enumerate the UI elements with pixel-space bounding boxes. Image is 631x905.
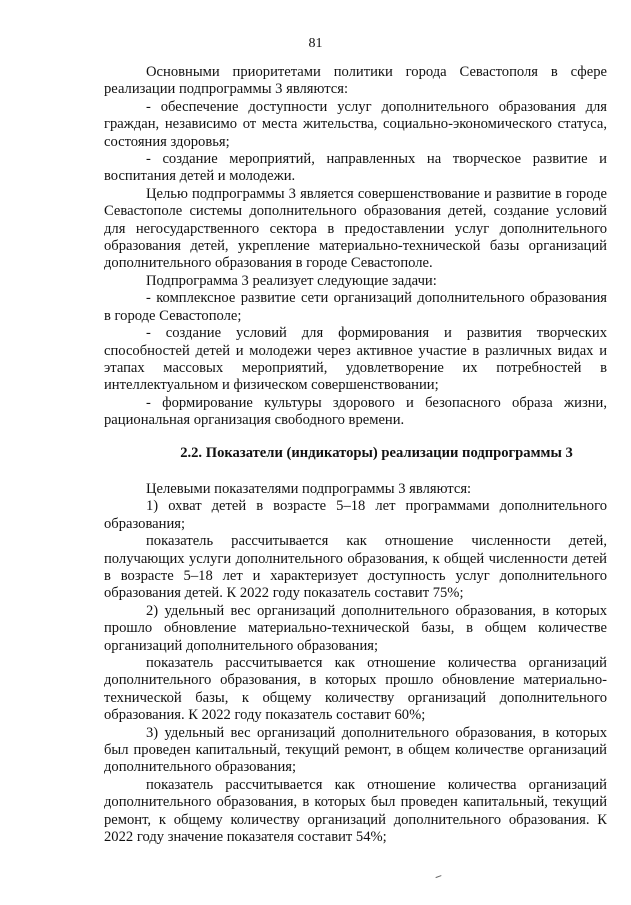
goal-paragraph: Целью подпрограммы 3 является совершенствование и развитие в городе Севастополе системы дополнительного образования детей, создание условий для негосударственного сектора в предоставлении услуг дополнительного образования детей, укрепление материально-технической базы организаций дополнительного образования в городе Севастополе. <box>104 185 607 272</box>
indicator-item-3: 3) удельный вес организаций дополнительного образования, в которых был проведен капитальный, текущий ремонт, в общем количестве организаций дополнительного образования; <box>104 724 607 776</box>
task-item-1: - комплексное развитие сети организаций дополнительного образования в городе Севастополе; <box>104 290 607 324</box>
pen-mark <box>435 875 442 881</box>
indicator-item-1: 1) охват детей в возрасте 5–18 лет программами дополнительного образования; <box>104 498 607 532</box>
tasks-lead-paragraph: Подпрограмма 3 реализует следующие задачи: <box>146 272 437 289</box>
priority-item-1: - обеспечение доступности услуг дополнительного образования для граждан, независимо от места жительства, социально-экономического статуса, состояния здоровья; <box>104 98 607 150</box>
priority-item-2: - создание мероприятий, направленных на творческое развитие и воспитания детей и молодежи. <box>104 151 607 185</box>
section-heading: 2.2. Показатели (индикаторы) реализации подпрограммы 3 <box>180 444 573 461</box>
indicator-item-3-calculation: показатель рассчитывается как отношение количества организаций дополнительного образования, в которых был проведен капитальный, текущий ремонт, к общему количеству организаций дополнительного образования. К 2022 году значение показателя составит 54%; <box>104 776 607 846</box>
task-item-3: - формирование культуры здорового и безопасного образа жизни, рациональная организация свободного времени. <box>104 394 607 429</box>
indicators-lead-paragraph: Целевыми показателями подпрограммы 3 являются: <box>146 480 472 497</box>
indicator-item-2: 2) удельный вес организаций дополнительного образования, в которых прошло обновление материально-технической базы, в общем количестве организаций дополнительного образования; <box>104 602 607 654</box>
indicator-item-2-calculation: показатель рассчитывается как отношение количества организаций дополнительного образования, в которых прошло обновление материально-технической базы, к общему количеству организаций дополнительного образования. К 2022 году показатель составит 60%; <box>104 655 607 724</box>
indicator-item-1-calculation: показатель рассчитывается как отношение численности детей, получающих услуги дополнительного образования, к общей численности детей в возрасте 5–18 лет и характеризует доступность услуг дополнительного образования детей. К 2022 году показатель составит 75%; <box>104 533 607 602</box>
priorities-lead-paragraph: Основными приоритетами политики города Севастополя в сфере реализации подпрограммы 3 являются: <box>104 64 607 98</box>
task-item-2: - создание условий для формирования и развития творческих способностей детей и молодежи через активное участие в различных видах и этапах массовых мероприятий, удовлетворение их потребностей в интеллектуальном и физическом совершенствовании; <box>104 325 607 394</box>
page-number: 81 <box>308 36 323 51</box>
page-body <box>104 64 607 846</box>
